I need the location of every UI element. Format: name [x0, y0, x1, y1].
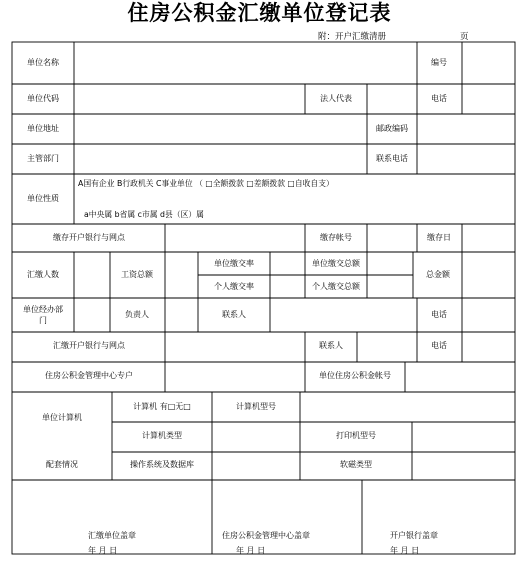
- remit-bank-label: 汇缴开户银行与网点: [53, 341, 125, 350]
- legal-rep-label: 法人代表: [320, 94, 352, 103]
- remitting-unit-seal-date: 年 月 日: [88, 546, 118, 555]
- form-title: 住房公积金汇缴单位登记表: [127, 1, 392, 25]
- attachment-note: 附：开户汇缴清册: [318, 32, 387, 42]
- center-account-label: 住房公积金管理中心专户: [45, 371, 133, 380]
- unit-nature-options-line2: a中央属 b省属 c市属 d县（区）属: [84, 210, 204, 219]
- unit-rate-label: 单位缴交率: [214, 259, 254, 268]
- contact-person-label: 联系人: [222, 310, 246, 319]
- salary-total-label: 工资总额: [121, 270, 153, 279]
- workers-count-label: 汇缴人数: [27, 270, 59, 279]
- phone-label: 电话: [431, 94, 447, 103]
- unit-address-label: 单位地址: [27, 124, 59, 133]
- page-count-unit: 页: [460, 32, 469, 42]
- personal-rate-label: 个人缴交率: [214, 282, 254, 291]
- personal-amount-label: 个人缴交总额: [312, 282, 360, 291]
- center-seal-date: 年 月 日: [236, 546, 266, 555]
- os-db-label: 操作系统及数据库: [130, 460, 194, 469]
- unit-amount-label: 单位缴交总额: [312, 259, 360, 268]
- unit-name-label: 单位名称: [27, 58, 59, 67]
- handling-dept-label: 单位经办部门: [23, 305, 63, 325]
- head-label: 负责人: [125, 310, 149, 319]
- computer-type-label: 计算机类型: [142, 431, 182, 440]
- contact-phone-label: 联系电话: [376, 154, 408, 163]
- unit-nature-label: 单位性质: [27, 194, 59, 203]
- deposit-bank-label: 缴存开户银行与网点: [53, 233, 125, 242]
- bank-seal-label: 开户银行盖章: [390, 531, 438, 540]
- total-amount-label: 总金额: [426, 270, 450, 279]
- remitting-unit-seal-label: 汇缴单位盖章: [88, 531, 136, 540]
- remit-contact-label: 联系人: [319, 341, 343, 350]
- computer-config-label: 配套情况: [46, 460, 78, 469]
- disk-type-label: 软磁类型: [340, 460, 372, 469]
- unit-code-label: 单位代码: [27, 94, 59, 103]
- printer-model-label: 打印机型号: [336, 431, 376, 440]
- deposit-account-label: 缴存帐号: [320, 233, 352, 242]
- bank-seal-date: 年 月 日: [390, 546, 420, 555]
- unit-nature-options-line1: A国有企业 B行政机关 C事业单位 （ □全额拨款 □差额拨款 □自收自支）: [78, 179, 334, 188]
- postcode-label: 邮政编码: [376, 124, 408, 133]
- unit-fund-account-label: 单位住房公积金帐号: [319, 371, 391, 380]
- serial-number-label: 编号: [431, 58, 447, 67]
- has-computer-label: 计算机 有□无□: [133, 402, 191, 411]
- phone-label-2: 电话: [431, 310, 447, 319]
- computer-label: 单位计算机: [42, 413, 82, 422]
- computer-model-label: 计算机型号: [236, 402, 276, 411]
- center-seal-label: 住房公积金管理中心盖章: [222, 531, 310, 540]
- deposit-date-label: 缴存日: [427, 233, 451, 242]
- authority-label: 主管部门: [27, 154, 59, 163]
- remit-phone-label: 电话: [431, 341, 447, 350]
